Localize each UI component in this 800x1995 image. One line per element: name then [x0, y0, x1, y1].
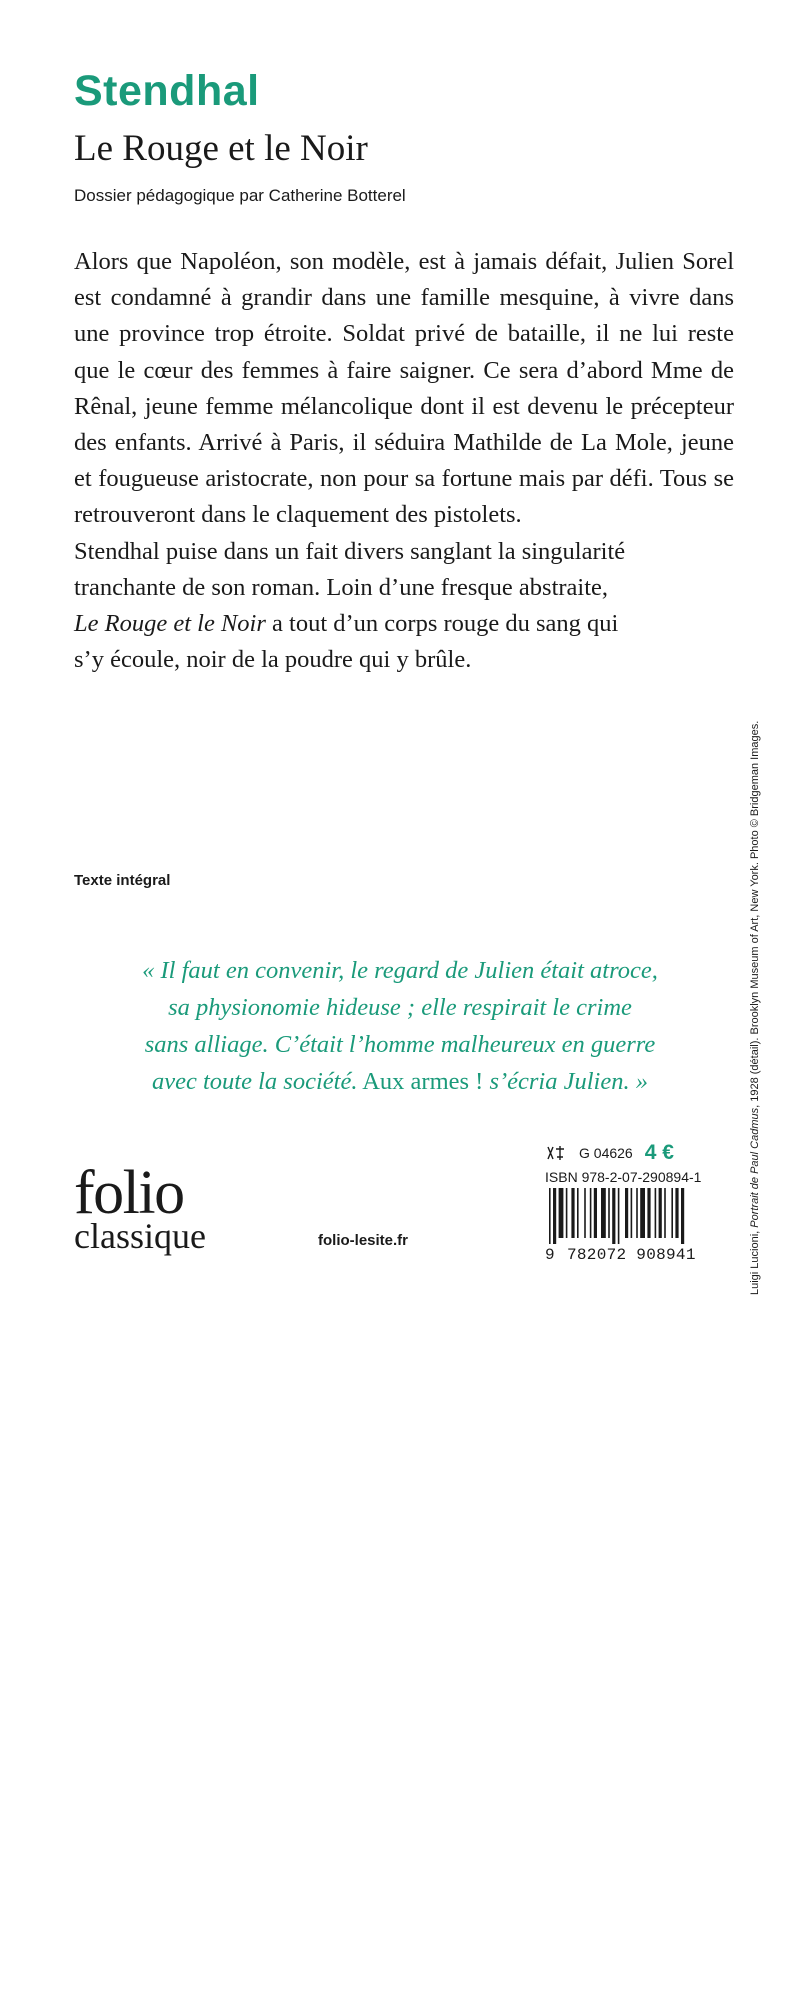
quote-line-4c: s’écria Julien. »	[489, 1068, 648, 1095]
quote-block	[60, 952, 740, 1100]
credit-artist: Luigi Lucioni,	[749, 1227, 761, 1295]
credit-work: Portrait de Paul Cadmus	[749, 1107, 761, 1228]
author-name: Stendhal	[74, 67, 260, 115]
dossier-credit: Dossier pédagogique par Catherine Botterel	[74, 186, 406, 205]
synopsis-p2-title-italic: Le Rouge et le Noir	[74, 610, 266, 638]
price-row	[545, 1142, 674, 1163]
folio-classique-logo	[74, 1159, 206, 1256]
quote-line-1: « Il faut en convenir, le regard de Julien était atroce,	[142, 957, 658, 984]
logo-folio: folio	[74, 1159, 184, 1227]
synopsis-paragraph-2	[74, 534, 734, 679]
isbn: ISBN 978-2-07-290894-1	[545, 1169, 702, 1185]
synopsis	[74, 244, 734, 678]
synopsis-paragraph-1: Alors que Napoléon, son modèle, est à jamais défait, Julien Sorel est condamné à grandir dans une famille mesquine, à vivre dans une province trop étroite. Soldat privé de bataille, il ne lui reste que le cœur des femmes à faire saigner. Ce sera d’abord Mme de Rênal, jeune femme mélancolique dont il est devenu le précepteur des enfants. Arrivé à Paris, il séduira Mathilde de La Mole, jeune et fougueuse aristocrate, non pour sa fortune mais par défi. Tous se retrouveront dans le claquement des pistolets.	[74, 248, 734, 529]
price: 4 €	[644, 1141, 674, 1164]
texte-integral-label: Texte intégral	[74, 872, 171, 889]
synopsis-p2-line2: tranchante de son roman. Loin d’une fresque abstraite,	[74, 573, 609, 601]
synopsis-p2-line3: a tout d’un corps rouge du sang qui	[265, 610, 619, 638]
quote-line-4b: Aux armes !	[357, 1068, 490, 1095]
quote-line-3: sans alliage. C’était l’homme malheureux en guerre	[144, 1031, 656, 1058]
book-title: Le Rouge et le Noir	[74, 128, 368, 169]
quote-line-4a: avec toute la société.	[152, 1068, 358, 1095]
barcode-number: 782072 908941	[567, 1246, 696, 1264]
recycle-icon	[545, 1145, 567, 1161]
logo-classique: classique	[74, 1216, 206, 1256]
synopsis-p2-line4: s’y écoule, noir de la poudre qui y brûle.	[74, 646, 472, 674]
credit-rest: , 1928 (détail). Brooklyn Museum of Art, New York. Photo © Bridgeman Images.	[749, 720, 761, 1108]
barcode	[549, 1188, 719, 1244]
barcode-first-digit: 9	[545, 1246, 555, 1264]
barcode-digits	[545, 1247, 720, 1263]
synopsis-p2-line1: Stendhal puise dans un fait divers sanglant la singularité	[74, 537, 626, 565]
website-link[interactable]: folio-lesite.fr	[318, 1232, 409, 1249]
photo-credit	[748, 720, 762, 1995]
quote-line-2: sa physionomie hideuse ; elle respirait le crime	[168, 994, 632, 1021]
catalog-code: G 04626	[579, 1144, 633, 1161]
